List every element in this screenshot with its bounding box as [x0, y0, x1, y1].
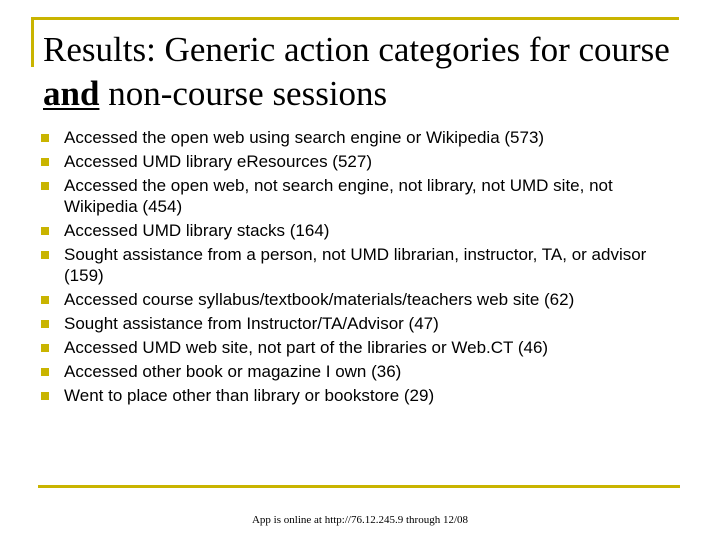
square-bullet-icon: [41, 368, 49, 376]
bullet-text: Accessed UMD web site, not part of the libraries or Web.CT (46): [64, 338, 549, 357]
bullet-item: [38, 244, 678, 286]
square-bullet-icon: [41, 392, 49, 400]
footer-rule: [38, 485, 680, 488]
bullet-item: [38, 385, 678, 406]
title-frame-left-rule: [31, 17, 34, 67]
footer-note: App is online at http://76.12.245.9 through 12/08: [251, 514, 469, 526]
bullet-item: [38, 175, 678, 217]
bullet-item: [38, 337, 678, 358]
bullet-text: Accessed the open web, not search engine, not library, not UMD site, not Wikipedia (454): [64, 176, 613, 216]
title-emphasis: and: [43, 74, 100, 113]
square-bullet-icon: [41, 134, 49, 142]
bullet-text: Sought assistance from a person, not UMD librarian, instructor, TA, or advisor (159): [64, 245, 647, 285]
slide-title: [43, 28, 683, 116]
square-bullet-icon: [41, 227, 49, 235]
bullet-item: [38, 313, 678, 334]
square-bullet-icon: [41, 158, 49, 166]
bullet-text: Accessed other book or magazine I own (36): [64, 362, 402, 381]
bullet-text: Accessed the open web using search engine or Wikipedia (573): [64, 128, 545, 147]
bullet-text: Accessed UMD library eResources (527): [64, 152, 372, 171]
bullet-item: [38, 127, 678, 148]
bullet-list: [38, 127, 678, 409]
bullet-text: Went to place other than library or bookstore (29): [64, 386, 435, 405]
bullet-item: [38, 361, 678, 382]
bullet-text: Accessed UMD library stacks (164): [64, 221, 330, 240]
bullet-item: [38, 220, 678, 241]
square-bullet-icon: [41, 182, 49, 190]
square-bullet-icon: [41, 344, 49, 352]
square-bullet-icon: [41, 320, 49, 328]
title-frame-top-rule: [31, 17, 679, 20]
bullet-item: [38, 289, 678, 310]
bullet-text: Sought assistance from Instructor/TA/Advisor (47): [64, 314, 439, 333]
bullet-item: [38, 151, 678, 172]
title-text-part1: Results: Generic action categories for course: [43, 30, 670, 69]
title-text-part2: non-course sessions: [99, 74, 388, 113]
square-bullet-icon: [41, 296, 49, 304]
bullet-text: Accessed course syllabus/textbook/materials/teachers web site (62): [64, 290, 575, 309]
square-bullet-icon: [41, 251, 49, 259]
